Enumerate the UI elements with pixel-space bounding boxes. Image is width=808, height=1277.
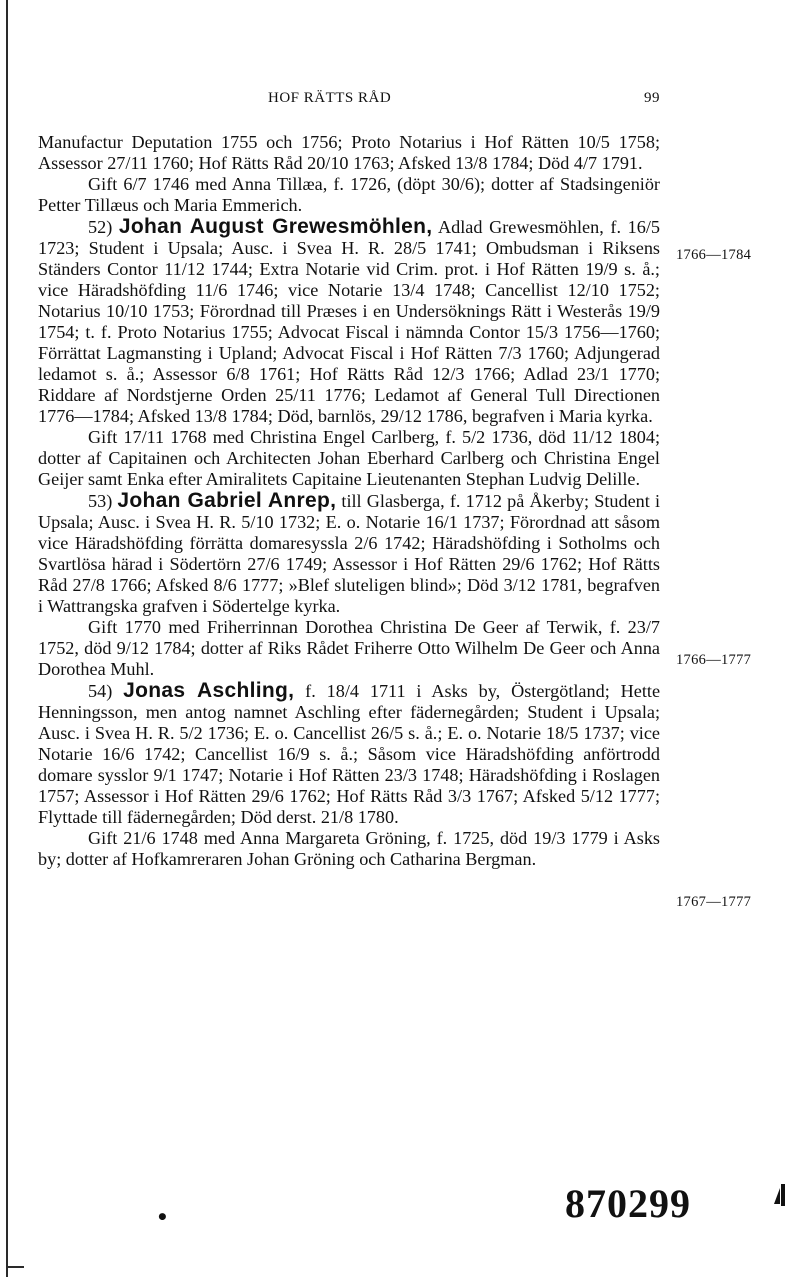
entry-number: 53)	[88, 491, 113, 511]
entry-number: 54)	[88, 681, 113, 701]
continuation-paragraph: Manufactur Deputation 1755 och 1756; Proto Notarius i Hof Rätten 10/5 1758; Assessor 27/11 1760; Hof Rätts Råd 20/10 1763; Afsked 13/8 1784; Död 4/7 1791.	[38, 132, 660, 173]
entry-52	[38, 216, 660, 427]
corner-mark-icon	[774, 1188, 780, 1204]
margin-years-54: 1767—1777	[676, 894, 752, 910]
bullet-dot: •	[156, 1205, 169, 1229]
page-left-edge	[6, 0, 8, 1277]
page-bottom-edge	[6, 1266, 24, 1268]
entry-53	[38, 490, 660, 617]
stamp-number: 870299	[565, 1181, 691, 1226]
gift-paragraph: Gift 1770 med Friherrinnan Dorothea Christina De Geer af Terwik, f. 23/7 1752, död 9/12 1784; dotter af Riks Rådet Friherre Otto Wilhelm De Geer och Anna Dorothea Muhl.	[38, 617, 660, 679]
running-title: HOF RÄTTS RÅD	[268, 90, 392, 106]
margin-years-53: 1766—1777	[676, 652, 752, 668]
page-number: 99	[644, 90, 660, 106]
entry-number: 52)	[88, 217, 113, 237]
entry-name: Johan August Grewesmöhlen,	[118, 215, 433, 238]
gift-paragraph: Gift 17/11 1768 med Christina Engel Carlberg, f. 5/2 1736, död 11/12 1804; dotter af Capitainen och Architecten Johan Eberhard Carlberg och Christina Engel Geijer samt Enka efter Amiralitets Capitaine Lieutenanten Stephan Ludvig Delille.	[38, 427, 660, 489]
entry-name: Jonas Aschling,	[123, 679, 295, 702]
corner-mark-bar	[781, 1184, 785, 1206]
gift-paragraph: Gift 6/7 1746 med Anna Tillæa, f. 1726, (döpt 30/6); dotter af Stadsingeniör Petter Tillæus och Maria Emmerich.	[38, 174, 660, 215]
entry-text: till Glasberga, f. 1712 på Åkerby; Student i Upsala; Ausc. i Svea H. R. 5/10 1732; E. o. Notarie 16/1 1737; Förordnad att såsom vice Häradshöfding förrätta domaresyssla 2/6 1742; Häradshöfding i Sotholms och Svartlösa härad i Södertörn 27/6 1749; Assessor i Hof Rätten 29/6 1762; Hof Rätts Råd 27/8 1766; Afsked 8/6 1777; »Blef sluteligen blind»; Död 3/12 1781, begrafven i Wattrangska grafven i Södertelge kyrka.	[38, 491, 661, 616]
entry-name: Johan Gabriel Anrep,	[117, 489, 337, 512]
body-text	[38, 132, 660, 870]
gift-paragraph: Gift 21/6 1748 med Anna Margareta Gröning, f. 1725, död 19/3 1779 i Asks by; dotter af Hofkamreraren Johan Gröning och Catharina Bergman.	[38, 828, 660, 869]
entry-54	[38, 680, 660, 828]
page-header	[38, 90, 660, 110]
margin-years-52: 1766—1784	[676, 247, 752, 263]
entry-text: f. 18/4 1711 i Asks by, Östergötland; Hette Henningsson, men antog namnet Aschling efter fädernegården; Student i Upsala; Ausc. i Svea H. R. 5/2 1736; E. o. Cancellist 26/5 s. å.; E. o. Notarie 18/5 1737; vice Notarie 16/6 1742; Cancellist 16/9 s. å.; Såsom vice Häradshöfding anförtrodd domare sysslor 9/1 1747; Notarie i Hof Rätten 23/3 1748; Häradshöfding i Roslagen 1757; Assessor i Hof Rätten 29/6 1762; Hof Rätts Råd 3/3 1767; Afsked 5/12 1777; Flyttade till fädernegården; Död derst. 21/8 1780.	[38, 681, 661, 827]
entry-text: Adlad Grewesmöhlen, f. 16/5 1723; Student i Upsala; Ausc. i Svea H. R. 28/5 1741; Ombudsman i Riksens Ständers Contor 11/12 1744; Extra Notarie vid Crim. prot. i Hof Rätten 19/9 s. å.; vice Häradshöfding 11/6 1746; vice Notarie 13/4 1748; Cancellist 12/10 1752; Notarius 10/10 1753; Förordnad till Præses i en Undersöknings Rätt i Westerås 19/9 1754; t. f. Proto Notarius 1755; Advocat Fiscal i nämnda Contor 15/3 1756—1760; Förrättat Lagmansting i Upland; Advocat Fiscal i Hof Rätten 7/3 1760; Adjungerad ledamot s. å.; Assessor 6/8 1761; Hof Rätts Råd 12/3 1766; Adlad 23/1 1770; Riddare af Nordstjerne Orden 25/11 1776; Ledamot af General Tull Directionen 1776—1784; Afsked 13/8 1784; Död, barnlös, 29/12 1786, begrafven i Maria kyrka.	[38, 217, 661, 426]
